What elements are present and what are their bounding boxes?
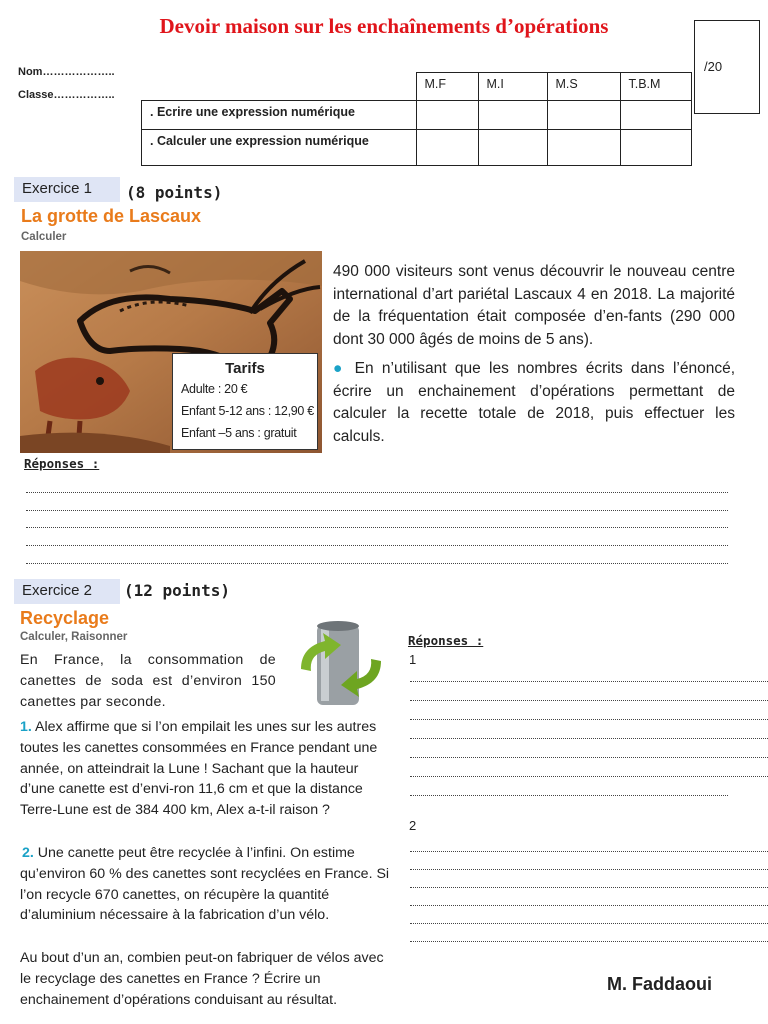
answer-line [410,923,768,924]
exercise-2-label: Exercice 2 [14,579,120,604]
exercise-2-intro: En France, la consommation de canettes de soda est d’environ 150 canettes par seconde. [20,652,276,710]
page-title: Devoir maison sur les enchaînements d’opérations [159,14,609,38]
answer-line [410,941,768,942]
grid-header: M.S [547,73,620,101]
tarifs-title: Tarifs [225,360,265,377]
exercise-2-points: (12 points) [124,581,230,600]
answer-line [26,492,728,493]
answer-line [410,681,768,682]
exercise-1-text: 490 000 visiteurs sont venus découvrir le nouveau centre international d’art pariétal Lascaux 4 en 2018. La majorité de la fréquentation était composée d’en-fants (290 000 dont 30 000 âgés de moins de 5 ans). [333,263,735,348]
grid-header: M.F [416,73,478,101]
nom-field: Nom……………….. [18,66,115,78]
classe-field: Classe…………….. [18,89,115,101]
grid-row-label: . Ecrire une expression numérique [142,101,417,130]
question-2-task: Au bout d’un an, combien peut-on fabriquer de vélos avec le recyclage des canettes en France ? Écrire un enchainement d’opérations conduisant au résultat. [20,950,384,1008]
exercise-2-responses-label: Réponses : [408,633,484,648]
recycled-can-icon [295,617,387,709]
answer-2-number: 2 [409,818,417,833]
answer-line [410,795,728,796]
question-2-number: 2. [22,845,34,861]
answer-1-number: 1 [409,652,417,667]
answer-line [410,851,768,852]
tarif-item: Adulte : 20 € [181,382,248,396]
grid-row-label: . Calculer une expression numérique [142,130,417,166]
answer-line [410,887,768,888]
question-1-number: 1. [20,719,32,735]
answer-line [410,700,768,701]
tarif-item: Enfant –5 ans : gratuit [181,426,297,440]
answer-line [410,738,768,739]
answer-line [410,869,768,870]
answer-line [410,776,768,777]
grid-header: M.I [478,73,547,101]
answer-line [26,545,728,546]
answer-line [410,719,768,720]
answer-line [26,510,728,511]
bullet-icon: ● [333,360,347,377]
exercise-2-title: Recyclage [20,608,110,628]
tarifs-box [172,353,318,450]
exercise-1-title: La grotte de Lascaux [21,206,202,226]
score-total: /20 [704,59,723,74]
answer-line [26,563,728,564]
exercise-1-responses-label: Réponses : [24,456,100,471]
exercise-1-points: (8 points) [126,183,223,202]
exercise-2-skill: Calculer, Raisonner [20,631,128,643]
evaluation-grid [141,72,692,166]
question-2-text: Une canette peut être recyclée à l’infini. On estime qu’environ 60 % des canettes sont recyclées en France. Si l’on recycle 670 canettes, on récupère la quantité d’aluminium nécessaire à la fabrication d’un vélo. [20,845,390,924]
exercise-1-skill: Calculer [21,231,67,243]
exercise-1-question: En n’utilisant que les nombres écrits dans l’énoncé, écrire un enchainement d’opérations permettant de calculer la recette totale de 2018, puis effectuer les calculs. [333,360,736,445]
grid-header: T.B.M [620,73,691,101]
answer-line [410,905,768,906]
author-signature: M. Faddaoui [607,974,712,994]
tarif-item: Enfant 5-12 ans : 12,90 € [181,404,314,418]
answer-line [410,757,768,758]
question-1-text: Alex affirme que si l’on empilait les unes sur les autres toutes les canettes consommées en France pendant une année, on atteindrait la Lune ! Sachant que la hauteur d’une canette est d’envi-ron 11,6 cm et que la distance Terre-Lune est de 384 400 km, Alex a-t-il raison ? [20,719,378,819]
answer-line [26,527,728,528]
exercise-1-label: Exercice 1 [14,177,120,202]
